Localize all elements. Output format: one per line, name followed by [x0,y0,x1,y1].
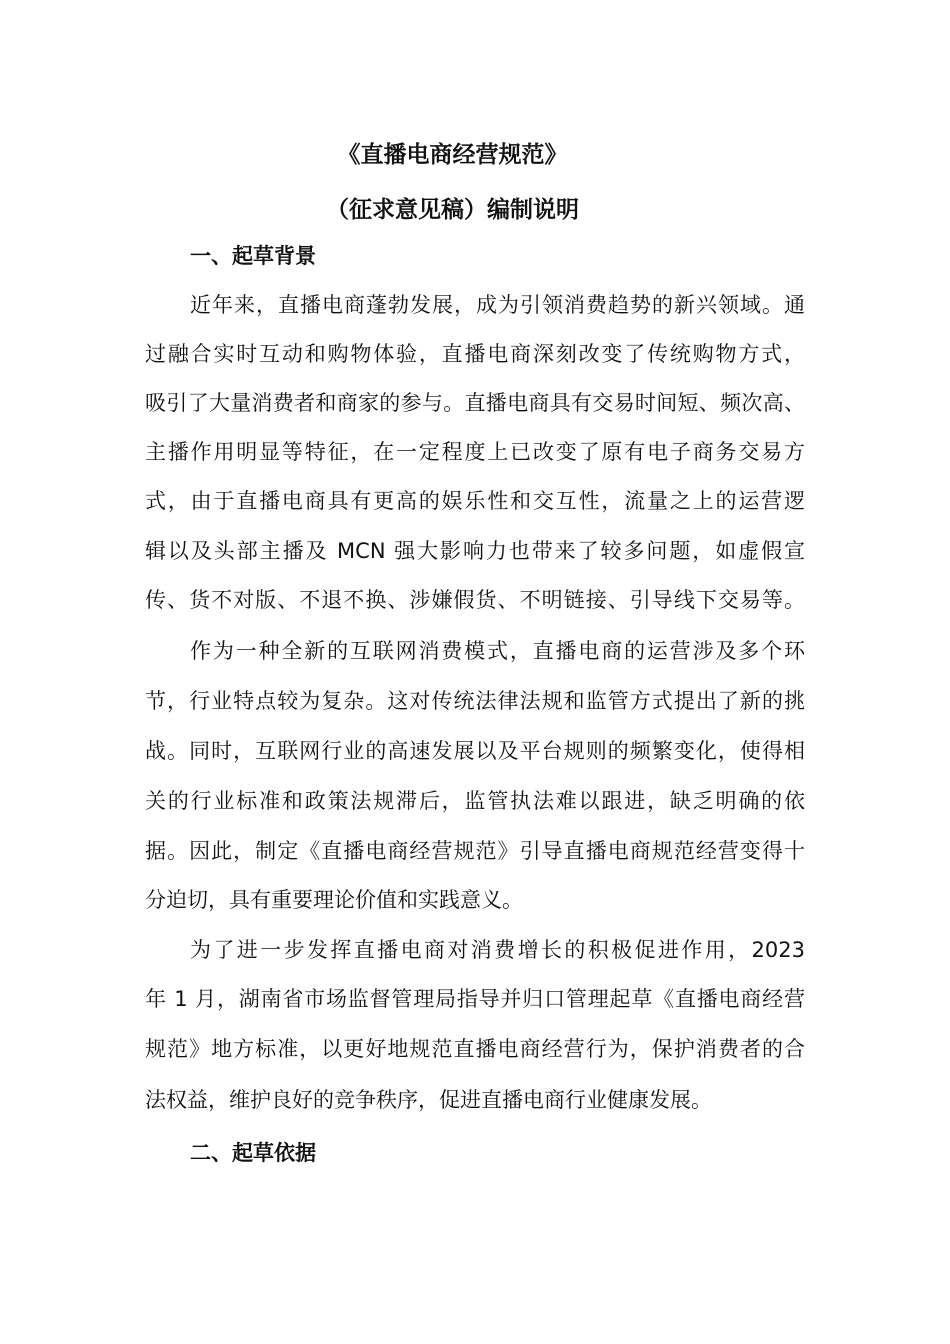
text-line: 规范》地方标准，以更好地规范直播电商经营行为，保护消费者的合 [145,1037,805,1061]
document-title: 《直播电商经营规范》 [337,142,568,168]
text-line: 节，行业特点较为复杂。这对传统法律法规和监管方式提出了新的挑 [145,689,805,713]
section-heading: 一、起草背景 [190,244,316,268]
text-line: 吸引了大量消费者和商家的参与。直播电商具有交易时间短、频次高、 [145,391,805,415]
text-line: 关的行业标准和政策法规滞后，监管执法难以跟进，缺乏明确的依 [145,789,805,813]
text-line: 式，由于直播电商具有更高的娱乐性和交互性，流量之上的运营逻 [145,489,805,513]
text-line: 辑以及头部主播及 MCN 强大影响力也带来了较多问题，如虚假宣 [145,539,805,563]
text-line: 为了进一步发挥直播电商对消费增长的积极促进作用，2023 [190,938,805,962]
text-line: 作为一种全新的互联网消费模式，直播电商的运营涉及多个环 [190,639,805,663]
text-line: 过融合实时互动和购物体验，直播电商深刻改变了传统购物方式， [145,342,805,366]
text-line: 近年来，直播电商蓬勃发展，成为引领消费趋势的新兴领域。通 [190,293,805,317]
section-heading: 二、起草依据 [190,1141,316,1165]
text-line: 主播作用明显等特征，在一定程度上已改变了原有电子商务交易方 [145,440,805,464]
text-line: 战。同时，互联网行业的高速发展以及平台规则的频繁变化，使得相 [145,739,805,763]
text-line: 法权益，维护良好的竞争秩序，促进直播电商行业健康发展。 [145,1088,712,1112]
text-line: 年 1 月，湖南省市场监督管理局指导并归口管理起草《直播电商经营 [145,987,805,1011]
text-line: 传、货不对版、不退不换、涉嫌假货、不明链接、引导线下交易等。 [145,588,805,612]
text-line: 分迫切，具有重要理论价值和实践意义。 [145,888,523,912]
text-line: 据。因此，制定《直播电商经营规范》引导直播电商规范经营变得十 [145,839,805,863]
document-subtitle: （征求意见稿）编制说明 [326,197,579,223]
